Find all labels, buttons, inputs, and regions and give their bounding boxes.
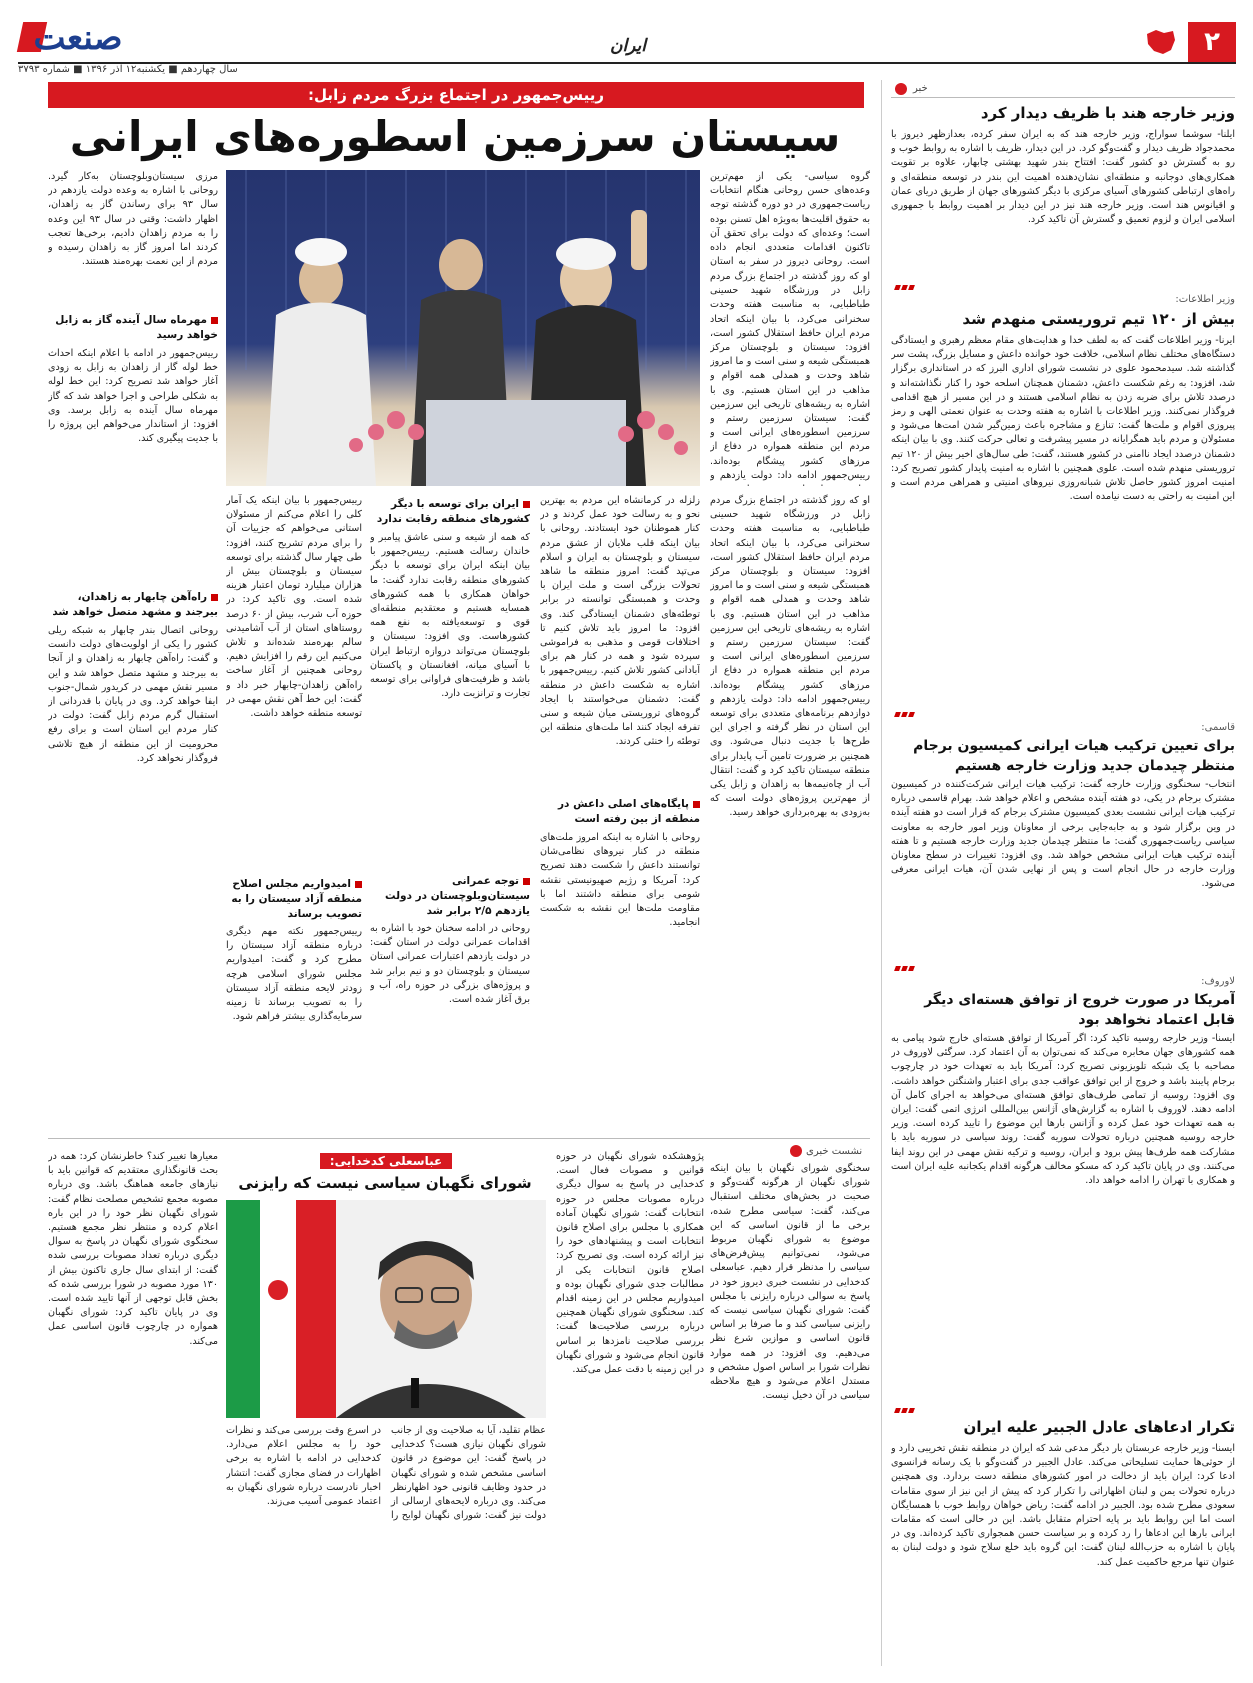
lead-col-5 <box>48 170 218 1130</box>
sidebar-story-2 <box>891 294 1235 709</box>
bottom-story-rule <box>48 1138 870 1139</box>
bottom-col-3: عظام تقلید، آیا به صلاحیت وی از جانب شورای نگهبان نیازی هست؟ کدخدایی در پاسخ گفت: این موضوع در قانون اساسی مشخص شده و شورای نگهبان در حدود وظایف قانونی خود اظهارنظر می‌کند. وی درباره لایحه‌های ارسالی از دولت نیز گفت: شورای نگهبان لوایح را در اسرع وقت بررسی می‌کند و نظرات خود را به مجلس اعلام می‌دارد. کدخدایی در ادامه با اشاره به برخی اظهارات در فضای مجازی گفت: انتشار اخبار نادرست درباره شورای نگهبان به اعتماد عمومی آسیب می‌زند. <box>226 1425 546 1522</box>
bottom-tag-label: نشست خبری <box>806 1145 863 1157</box>
col5-subhead-2: راه‌آهن چابهار به زاهدان، بیرجند و مشهد متصل خواهد شد <box>48 590 218 622</box>
col4-subhead: امیدواریم مجلس اصلاح منطقه آزاد سیستان را به تصویب برساند <box>226 877 362 923</box>
lead-headline: سیستان سرزمین اسطوره‌های ایرانی <box>69 112 841 161</box>
lead-photo <box>226 170 700 486</box>
bottom-col-2: پژوهشکده شورای نگهبان در حوزه قوانین و مصوبات فعال است. کدخدایی در پاسخ به سوال دیگری درباره مصوبات مجلس در حوزه انتخابات گفت: شورای نگهبان آماده همکاری با مجلس برای اصلاح قانون انتخابات است و پیشنهادهای خود را نیز ارائه کرده است. وی تصریح کرد: اصلاح قانون انتخابات یکی از مطالبات جدی شورای نگهبان بوده و امیدواریم مجلس در این زمینه اقدام کند. سخنگوی شورای نگهبان همچنین درباره بررسی صلاحیت‌ها گفت: بررسی صلاحیت نامزدها بر اساس قانون انجام می‌شود و شورای نگهبان در این زمینه با دقت عمل می‌کند. <box>556 1151 704 1376</box>
bullet-icon <box>790 1145 802 1157</box>
issue-line: سال چهاردهم ■ یکشنبه۱۲ آذر ۱۳۹۶ ■ شماره ۳۷۹۳ <box>18 64 238 75</box>
news-sidebar <box>891 80 1235 1666</box>
col2-tail: روحانی با اشاره به اینکه امروز ملت‌های منطقه در کنار نیروهای نظامی‌شان توانستند داعش را شکست دهند تصریح کرد: آمریکا و رژیم صهیونیستی نقشه شومی برای منطقه داشتند اما با مقاومت ملت‌ها این نقشه به شکست انجامید. <box>540 832 700 929</box>
newspaper-logo <box>18 18 138 58</box>
col2-subhead: پایگاه‌های اصلی داعش در منطقه از بین رفته است <box>540 797 700 829</box>
section-name: ایران <box>609 36 647 56</box>
col3-subhead-1: ایران برای توسعه با دیگر کشورهای منطقه رقابت ندارد <box>370 497 530 529</box>
page-header <box>18 14 1236 76</box>
col2-text: زلزله در کرمانشاه این مردم به بهترین نحو و به رسالت خود عمل کردند و در کنار هموطنان خود ایستادند. روحانی با بیان اینکه قلب ملایان از عشق مردم سیستان و بلوچستان به ایران و اسلام می‌تپد گفت: امروز منطقه ما شاهد تحولات بزرگی است و ملت ایران با وحدت و همبستگی توانسته در برابر توطئه‌های دشمنان ایستادگی کند. وی افزود: ما امروز باید تلاش کنیم تا اختلافات قومی و مذهبی به فراموشی سپرده شود و همه در کنار هم برای آبادانی کشور تلاش کنیم. رییس‌جمهور با اشاره به شکست داعش در منطقه گفت: دشمنان می‌خواستند با ایجاد گروه‌های تروریستی میان شیعه و سنی تفرقه ایجاد کنند اما ملت‌های منطقه این توطئه را خنثی کردند. <box>540 495 700 748</box>
sidebar-tag <box>891 80 1235 98</box>
rally-photo-illustration <box>226 170 700 486</box>
header-rule <box>18 62 1236 64</box>
logo-text: صنعت <box>33 18 123 58</box>
story-kicker: قاسمی: <box>1201 722 1235 733</box>
bottom-headline: شورای نگهبان سیاسی نیست که رایزنی <box>238 1174 532 1192</box>
col5-text: مرزی سیستان‌وبلوچستان به‌کار گیرد. روحانی با اشاره به وعده دولت یازدهم در سال ۹۳ برای رساندن گاز به زاهدان، اظهار داشت: وقتی در سال ۹۳ این وعده را به مردم زاهدان دادیم، برخی‌ها تعجب کردند اما امروز گاز به زاهدان رسیده و مردم از این نعمت بهره‌مند هستند. <box>48 171 218 268</box>
col3-tail: روحانی در ادامه سخنان خود با اشاره به اقدامات عمرانی دولت در استان گفت: در دولت یازدهم اعتبارات عمرانی استان سیستان و بلوچستان دو و نیم برابر شد و پروژه‌های بزرگی در حوزه راه، آب و برق آغاز شده است. <box>370 923 530 1006</box>
bottom-col-4: معیارها تغییر کند؟ خاطرنشان کرد: همه در بحث قانونگذاری معتقدیم که قوانین باید با نیازهای جامعه هماهنگ باشد. وی درباره مصوبه مجمع تشخیص مصلحت نظام گفت: شورای نگهبان نظر خود را در این باره اعلام کرده و منتظر نظر مجمع هستیم. سخنگوی شورای نگهبان در پاسخ به سوال دیگری درباره تعداد مصوبات بررسی شده گفت: از ابتدای سال جاری تاکنون بیش از ۱۳۰ مورد مصوبه در شورا بررسی شده که بخش قابل توجهی از آنها تایید شده است. وی در پایان تاکید کرد: شورای نگهبان همواره در چارچوب قانون اساسی عمل می‌کند. <box>48 1151 218 1347</box>
story-title: آمریکا در صورت خروج از توافق هسته‌ای دیگر قابل اعتماد نخواهد بود <box>924 992 1235 1028</box>
lead-kicker-bar <box>48 82 864 108</box>
lead-col-4 <box>226 494 362 1130</box>
lead-col-3 <box>370 494 530 1130</box>
story-body: ایسنا- وزیر خارجه روسیه تاکید کرد: اگر آمریکا از توافق هسته‌ای خارج شود پیامی به همه کشورهای جهان مخابره می‌کند که نمی‌توان به آن اعتماد کرد. سرگئی لاوروف در مصاحبه با یک شبکه تلویزیونی تصریح کرد: آمریکا باید به تعهدات خود در چارچوب برجام پایبند باشد و خروج از این توافق عواقب جدی برای اعتبار واشنگتن خواهد داشت. وی افزود: روسیه از تمامی طرف‌های توافق هسته‌ای می‌خواهد به اجرای کامل آن ادامه دهند. لاوروف با اشاره به گزارش‌های آژانس بین‌المللی انرژی اتمی گفت: ایران به همه تعهدات خود عمل کرده و آژانس بارها این موضوع را تایید کرده است. وزیر خارجه روسیه همچنین درباره تحولات سوریه گفت: روند سیاسی در سوریه باید با مشارکت همه طرف‌ها پیش برود و ایران، روسیه و ترکیه نقش مهمی در این روند ایفا می‌کنند. وی در پایان تاکید کرد که مسکو مخالف هرگونه اقدام یکجانبه علیه ایران است و همکاری با تهران را ادامه خواهد داد. <box>891 1033 1235 1187</box>
sidebar-divider <box>881 80 882 1666</box>
lead-col-1-top: او که روز گذشته در اجتماع بزرگ مردم زابل در ورزشگاه شهید حسینی طباطبایی، به مناسبت هفته وحدت سخنرانی می‌کرد، با بیان اینکه اتحاد مردم ایران حافظ استقلال کشور است، افزود: سیستان و بلوچستان مرکز همبستگی شیعه و سنی است و ما امروز شاهد وحدت و همدلی همه اقوام و مذاهب در این استان هستیم. وی با اشاره به ریشه‌های تاریخی این سرزمین گفت: سیستان سرزمین رستم و سرزمین اسطوره‌های ایرانی است و مردم این منطقه همواره در دفاع از مرزهای کشور پیشگام بوده‌اند. رییس‌جمهور ادامه داد: دولت یازدهم و <box>710 271 870 481</box>
lead-kicker: رییس‌جمهور در اجتماع بزرگ مردم زابل: <box>308 86 604 104</box>
col1-text: او که روز گذشته در اجتماع بزرگ مردم زابل در ورزشگاه شهید حسینی طباطبایی، به مناسبت هفته وحدت سخنرانی می‌کرد، با بیان اینکه اتحاد مردم ایران حافظ استقلال کشور است، افزود: سیستان و بلوچستان مرکز همبستگی شیعه و سنی است و ما امروز شاهد وحدت و همدلی همه اقوام و مذاهب در این استان هستیم. وی با اشاره به ریشه‌های تاریخی این سرزمین گفت: سیستان سرزمین رستم و سرزمین اسطوره‌های ایرانی است و مردم این منطقه همواره در دفاع از مرزهای کشور پیشگام بوده‌اند. رییس‌جمهور ادامه داد: دولت یازدهم و دوازدهم برنامه‌های متعددی برای توسعه این استان در نظر گرفته و اجرای این طرح‌ها با جدیت دنبال می‌شود. وی همچنین بر ضرورت تامین آب پایدار برای منطقه سیستان تاکید کرد و گفت: انتقال آب از چاه‌نیمه‌ها به زاهدان و زابل یکی از مهم‌ترین پروژه‌های دولت است که به‌زودی به بهره‌برداری خواهد رسید. <box>710 495 870 819</box>
story-body: انتخاب- سخنگوی وزارت خارجه گفت: ترکیب هیات ایرانی شرکت‌کننده در کمیسیون مشترک برجام در یکی، دو هفته آینده مشخص و اعلام خواهد شد. بهرام قاسمی درباره ترکیب هیات ایرانی نشست بعدی کمیسیون مشترک برجام که قرار است دو هفته آینده در وین برگزار شود و به جابه‌جایی برخی از معاونان وزیر امور خارجه به معاونت سیاسی ریاست‌جمهوری گفت: ما منتظر چیدمان جدید وزارت خارجه هستیم و تا هفته آینده ترکیب هیات ایرانی مشخص خواهد شد. وی افزود: تغییرات در سطح معاونان وزارت خارجه در حال انجام است و پس از نهایی شدن آن، هیات ایرانی معرفی می‌شود. <box>891 779 1235 890</box>
story-body: ایسنا- وزیر خارجه عربستان بار دیگر مدعی شد که ایران در منطقه نقش تخریبی دارد و از حوثی‌ها حمایت تسلیحاتی می‌کند. عادل الجبیر در گفت‌وگو با یک رسانه فرانسوی ادعا کرد: ایران باید از دخالت در امور کشورهای منطقه دست بردارد. وی همچنین درباره تحولات یمن و لبنان اظهاراتی را تکرار کرد که پیش از این نیز از سوی مقامات سعودی مطرح شده بود. الجبیر در ادامه گفت: ریاض خواهان روابط خوب با همسایگان است اما این روابط باید بر پایه احترام متقابل باشد. این در حالی است که مقامات ایرانی بارها این ادعاها را رد کرده و بر سیاست حسن همجواری تاکید کرده‌اند. وی در پایان با اشاره به حزب‌الله لبنان گفت: این گروه باید خلع سلاح شود و دولت لبنان به عنوان تنها مرجع حاکمیت عمل کند. <box>891 1443 1235 1568</box>
story-separator <box>895 1408 914 1413</box>
sidebar-story-1 <box>891 102 1235 282</box>
lead-col-2 <box>540 494 700 1130</box>
story-kicker: وزیر اطلاعات: <box>1175 294 1235 305</box>
spokesman-photo-illustration <box>226 1200 546 1418</box>
bottom-kicker-text: عباسعلی کدخدایی: <box>320 1153 452 1169</box>
story-kicker: لاوروف: <box>1201 976 1235 987</box>
story-separator <box>895 712 914 717</box>
story-title: تکرار ادعاهای عادل الجبیر علیه ایران <box>963 1418 1235 1436</box>
story-body: ایلنا- سوشما سواراج، وزیر خارجه هند که به ایران سفر کرده، بعدازظهر دیروز با محمدجواد ظریف دیدار و گفت‌وگو کرد. در این دیدار، ظریف با اشاره به روابط خوب و رو به گسترش دو کشور گفت: افتتاح بندر شهید بهشتی چابهار، علاوه بر تقویت همکاری‌های دوجانبه و منطقه‌ای نشان‌دهنده اهمیت این بندر در توسعه منطقه‌ای و راه‌های ارتباطی کشورهای آسیای مرکزی با دیگر کشورهای جهان از طریق دریای عمان و اقیانوس هند است. وزیر خارجه هند نیز در این دیدار بر اهمیت روابط با جمهوری اسلامی ایران و لزوم تعمیق و گسترش آن تاکید کرد. <box>891 129 1235 226</box>
page-number <box>1188 22 1236 62</box>
col4-text: رییس‌جمهور با بیان اینکه یک آمار کلی را اعلام می‌کنم از مسئولان استانی می‌خواهم که جزییات آن را برای مردم تشریح کنند، افزود: طی چهار سال گذشته برای توسعه سیستان و بلوچستان بیش از هزاران میلیارد تومان اعتبار هزینه شده است. وی تاکید کرد: در حوزه آب شرب، بیش از ۶۰ درصد روستاهای استان از آب آشامیدنی سالم بهره‌مند شده‌اند و تلاش می‌کنیم این رقم را افزایش دهیم. روحانی همچنین از آغاز ساخت راه‌آهن زاهدان-چابهار خبر داد و گفت: این خط آهن نقش مهمی در توسعه منطقه خواهد داشت. <box>226 495 362 720</box>
sidebar-story-3 <box>891 722 1235 962</box>
sidebar-tag-label: خبر <box>913 83 928 94</box>
bottom-kicker <box>226 1150 546 1170</box>
col5-text-b: روحانی اتصال بندر چابهار به شبکه ریلی کشور را یکی از اولویت‌های دولت دانست و گفت: راه‌آهن چابهار به زاهدان و از آنجا به بیرجند و مشهد متصل خواهد شد و این مسیر نقش مهمی در کریدور شمال-جنوب ایفا خواهد کرد. وی در پایان با قدردانی از استقبال گرم مردم زابل گفت: دولت در کنار مردم این استان است و برای رفع محرومیت از این منطقه از هیچ تلاشی فروگذار نخواهد کرد. <box>48 625 218 764</box>
col3-text: که همه از شیعه و سنی عاشق پیامبر و خاندان رسالت هستیم. رییس‌جمهور با بیان اینکه ایران برای توسعه با دیگر کشورهای منطقه رقابت ندارد گفت: ما خواهان همکاری با همه کشورهای همسایه هستیم و معتقدیم منطقه‌ای قوی و توسعه‌یافته به نفع همه کشورهاست. وی افزود: سیستان و بلوچستان می‌تواند دروازه ارتباط ایران با آسیای میانه، افغانستان و پاکستان باشد و ظرفیت‌های فراوانی برای توسعه تجارت و ترانزیت دارد. <box>370 532 530 700</box>
col5-text-a: رییس‌جمهور در ادامه با اعلام اینکه احداث خط لوله گاز از زاهدان به زابل به زودی آغاز خواهد شد تصریح کرد: این خط لوله به شکلی طراحی و اجرا خواهد شد که گاز مهرماه سال آینده به زابل برسد. وی افزود: از استاندار می‌خواهم این پروژه را با جدیت پیگیری کند. <box>48 348 218 445</box>
col4-tail: رییس‌جمهور نکته مهم دیگری درباره منطقه آزاد سیستان را مطرح کرد و گفت: امیدواریم مجلس شورای اسلامی هرچه زودتر لایحه منطقه آزاد سیستان را به تصویب برساند تا زمینه سرمایه‌گذاری بیشتر فراهم شود. <box>226 926 362 1023</box>
lead-intro: گروه سیاسی- یکی از مهم‌ترین وعده‌های حسن روحانی هنگام انتخابات ریاست‌جمهوری در دو دوره گذشته توجه به حقوق اقلیت‌ها به‌ویژه اهل تسنن بوده است؛ وعده‌ای که دولت برای تحقق آن تاکنون اقدامات متعددی انجام داده است. روحانی دیروز در سفر به استان <box>710 171 870 268</box>
story-body: ایرنا- وزیر اطلاعات گفت که به لطف خدا و هدایت‌های مقام معظم رهبری و ایستادگی دستگاه‌های مختلف نظام اسلامی، خلافت خود خوانده داعش و مسایل بزرگ، پشت سر گذاشته شد. سیدمحمود علوی در نشست شورای اداری البرز که در استانداری برگزار شد، افزود: به رغم شکست داعش، دشمنان همچنان اسلحه خود را کنار نگذاشته‌اند و درصدد تلاش برای ضربه زدن به نظام اسلامی هستند و در این مسیر از هیچ اقدامی فروگذار نمی‌کنند. وزیر اطلاعات با اشاره به هفته وحدت به عنوان نعمتی الهی و رمز پیروزی اقوام و ملت‌ها گفت: تنازع و مشاجره باعث زمین‌گیر شدن امت‌ها می‌شود و مسئولان و مردم باید همگرایانه در مسیر پیشرفت و تعالی حرکت کنند. وی با بیان اینکه دشمنان درصدد ایجاد ناامنی در کشور هستند، گفت: طی سال‌های اخیر بیش از ۱۲۰ تیم تروریستی منهدم شده است. علوی همچنین با اشاره به امنیت پایدار کشور تصریح کرد: امنیت امروز کشور حاصل تلاش شبانه‌روزی نیروهای امنیتی و همراهی مردم است و این امنیت به راحتی به دست نیامده است. <box>891 335 1235 503</box>
iran-map-icon <box>1144 28 1178 56</box>
col5-subhead-1: مهرماه سال آینده گاز به زابل خواهد رسید <box>48 313 218 345</box>
story-title: وزیر خارجه هند با ظریف دیدار کرد <box>980 104 1235 122</box>
story-separator <box>895 966 914 971</box>
sidebar-story-4 <box>891 976 1235 1404</box>
page-number-value: ۲ <box>1204 27 1220 57</box>
story-title: برای تعیین ترکیب هیات ایرانی کمیسیون برجام منتظر چیدمان جدید وزارت خارجه هستیم <box>913 738 1235 774</box>
story-separator <box>895 285 914 290</box>
bottom-col-1: سخنگوی شورای نگهبان با بیان اینکه شورای نگهبان از هرگونه گفت‌وگو و صحبت در بخش‌های مختلف استقبال می‌کند، گفت: سیاسی مطرح شده، برخی ما از قانون اساسی که این موضوع به شورای نگهبان مربوط می‌شود، نمی‌توانیم پیش‌فرض‌های سیاسی را مدنظر قرار دهیم. عباسعلی کدخدایی در نشست خبری دیروز خود در پاسخ به سوالی درباره رایزنی با مجلس گفت: شورای نگهبان سیاسی نیست که رایزنی سیاسی کند و ما صرفا بر اساس قانون اساسی و موازین شرع نظر می‌دهیم. وی افزود: در همه موارد نظرات شورا بر اساس اصول مشخص و مستدل اعلام می‌شود و هیچ ملاحظه سیاسی در آن دخیل نیست. <box>710 1163 870 1402</box>
sidebar-story-5 <box>891 1416 1235 1666</box>
bottom-photo <box>226 1200 546 1418</box>
bottom-story-tag <box>790 1142 870 1160</box>
lead-col-1 <box>710 494 870 1130</box>
col3-subhead-2: توجه عمرانی سیستان‌وبلوچستان در دولت یازدهم ۲/۵ برابر شد <box>370 874 530 920</box>
bullet-icon <box>895 83 907 95</box>
story-title: بیش از ۱۲۰ تیم تروریستی منهدم شد <box>962 310 1235 328</box>
